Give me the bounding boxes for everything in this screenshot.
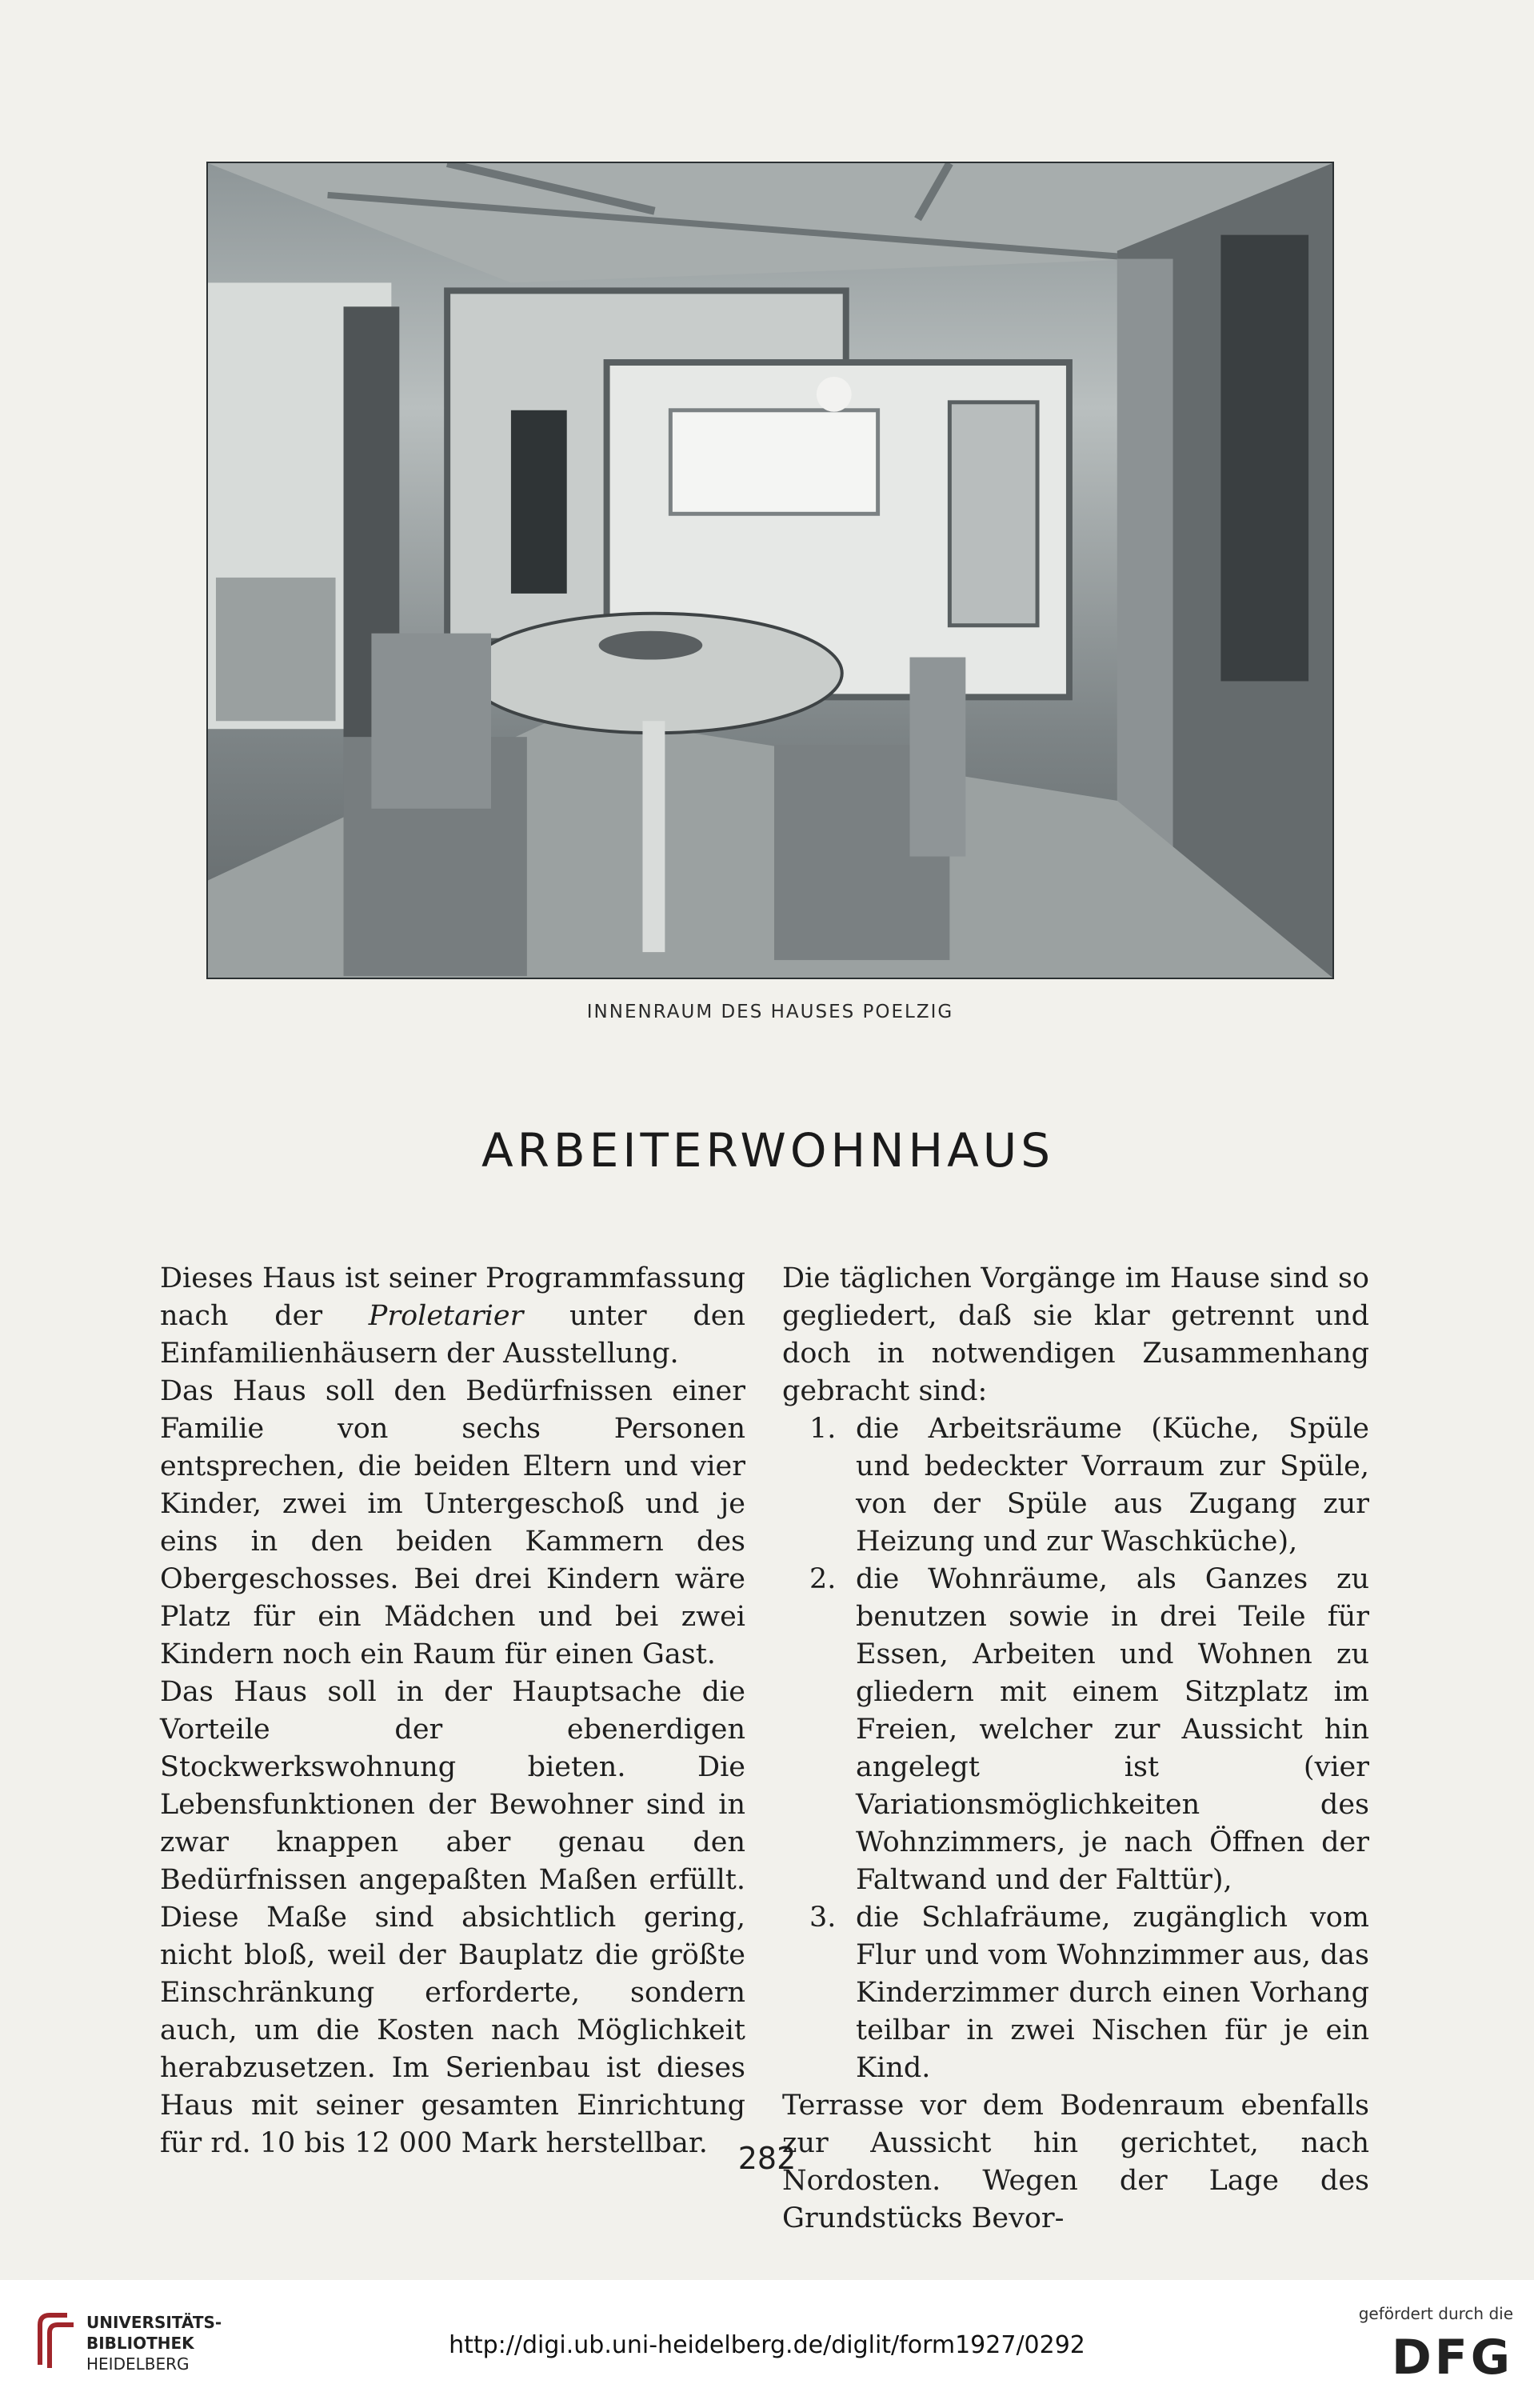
paragraph: Das Haus soll in der Hauptsache die Vorteile der ebenerdigen Stockwerkswohnung bieten. Die Lebensfunktionen der Bewohner sind in zwar knappen aber genau den Bedürfnissen angepaßten Maßen erfüllt. Diese Maße sind absichtlich gering, nicht bloß, weil der Bauplatz die größte Einschränkung erforderte, sondern auch, um die Kosten nach Möglichkeit herabzusetzen. Im Serienbau ist dieses Haus mit seiner gesamten Einrichtung für rd. 10 bis 12 000 Mark herstellbar. bbox=[160, 1676, 745, 2159]
funder-note: gefördert durch die bbox=[1358, 2304, 1513, 2323]
emphasis: Proletarier bbox=[368, 1300, 524, 1332]
source-url-link[interactable]: http://digi.ub.uni-heidelberg.de/diglit/form1927/0292 bbox=[449, 2331, 1085, 2359]
right-column bbox=[782, 1260, 1369, 2238]
paragraph: Die täglichen Vorgänge im Hause sind so gegliedert, daß sie klar getrennt und doch in notwendigen Zusammenhang gebracht sind: bbox=[782, 1262, 1369, 1407]
list-number: 2. bbox=[809, 1563, 837, 1595]
dfg-logo: DFG bbox=[1391, 2330, 1513, 2386]
paragraph: Dieses Haus ist seiner Programmfassung nach der Proletarier unter den Einfamilienhäusern der Ausstellung. bbox=[160, 1262, 745, 1370]
numbered-list bbox=[782, 1410, 1369, 2087]
list-number: 3. bbox=[809, 1902, 837, 1934]
list-item: 3. die Schlafräume, zugänglich vom Flur und vom Wohnzimmer aus, das Kinderzimmer durch einen Vorhang teilbar in zwei Nischen für je ein Kind. bbox=[782, 1899, 1369, 2087]
article-title: ARBEITERWOHNHAUS bbox=[481, 1123, 1055, 1178]
footer-bar bbox=[0, 2280, 1534, 2408]
interior-photo-drawing bbox=[208, 163, 1332, 978]
library-name: UNIVERSITÄTS- BIBLIOTHEK HEIDELBERG bbox=[86, 2313, 222, 2374]
paragraph: Terrasse vor dem Bodenraum ebenfalls zur Aussicht hin gerichtet, nach Nordosten. Wegen der Lage des Grundstücks Bevor- bbox=[782, 2090, 1369, 2234]
list-number: 1. bbox=[809, 1413, 837, 1445]
page-number: 282 bbox=[737, 2141, 797, 2176]
paragraph: Das Haus soll den Bedürfnissen einer Familie von sechs Personen entsprechen, die beiden Eltern und vier Kinder, zwei im Untergeschoß und je eins in den beiden Kammern des Obergeschosses. Bei drei Kindern wäre Platz für ein Mädchen und bei zwei Kindern noch ein Raum für einen Gast. bbox=[160, 1375, 745, 1670]
photo-caption: INNENRAUM DES HAUSES POELZIG bbox=[586, 1002, 954, 1022]
interior-photo bbox=[206, 162, 1334, 979]
list-item: 2. die Wohnräume, als Ganzes zu benutzen sowie in drei Teile für Essen, Arbeiten und Wohnen zu gliedern mit einem Sitzplatz im Freien, welcher zur Aussicht hin angelegt ist (vier Variationsmöglichkeiten des Wohnzimmers, je nach Öffnen der Faltwand und der Falttür), bbox=[782, 1561, 1369, 1899]
left-column bbox=[160, 1260, 745, 2162]
list-item: 1. die Arbeitsräume (Küche, Spüle und bedeckter Vorraum zur Spüle, von der Spüle aus Zugang zur Heizung und zur Waschküche), bbox=[782, 1410, 1369, 1561]
